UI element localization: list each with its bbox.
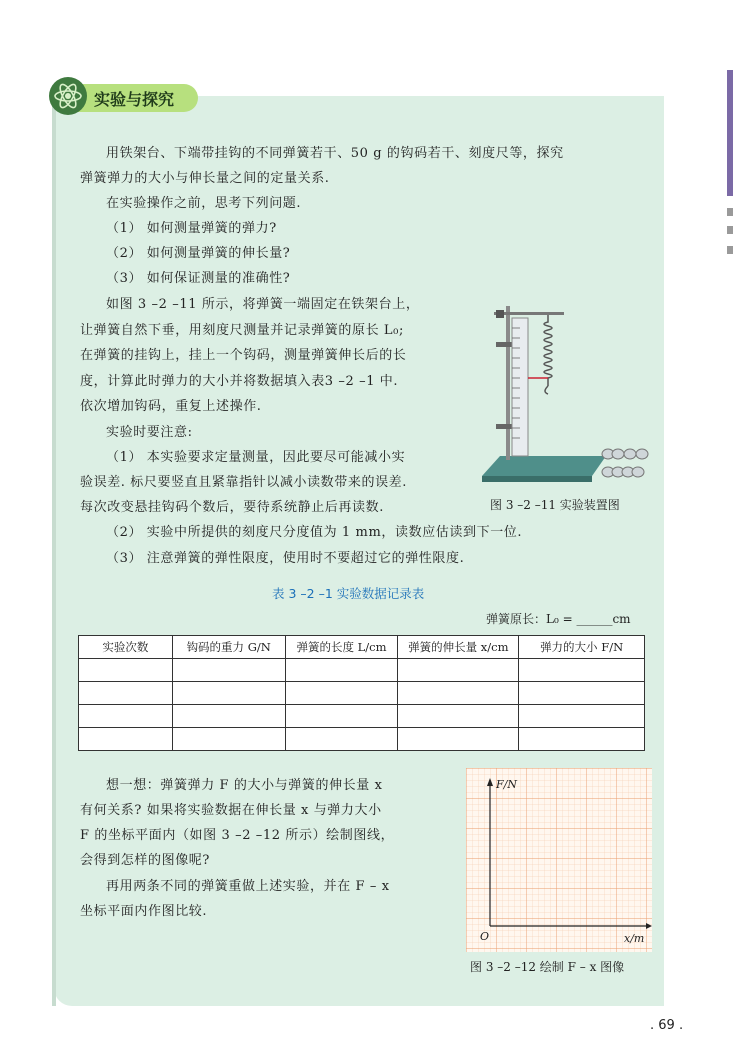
figure-caption: 图 3 –2 –12 绘制 F – x 图像	[470, 960, 625, 974]
section-header	[48, 76, 200, 116]
paragraph-line: 如图 3 –2 –11 所示，将弹簧一端固定在铁架台上，	[106, 297, 420, 312]
atom-icon	[48, 76, 88, 116]
side-mark	[727, 208, 733, 216]
table-header-row	[79, 636, 645, 659]
y-axis-label: F/N	[496, 778, 517, 791]
question-line: （2） 如何测量弹簧的伸长量?	[106, 246, 291, 261]
table-header-cell: 弹簧的伸长量 x/cm	[398, 636, 519, 659]
paragraph-line: 让弹簧自然下垂，用刻度尺测量并记录弹簧的原长 L₀;	[80, 323, 404, 338]
note-line: （3） 注意弹簧的弹性限度，使用时不要超过它的弹性限度.	[106, 551, 465, 566]
data-table	[78, 635, 645, 751]
table-cell[interactable]	[79, 705, 173, 728]
table-cell[interactable]	[398, 682, 519, 705]
think-line: F 的坐标平面内（如图 3 –2 –12 所示）绘制图线，	[80, 828, 395, 843]
table-row	[79, 728, 645, 751]
question-line: （1） 如何测量弹簧的弹力?	[106, 221, 277, 236]
table-row	[79, 682, 645, 705]
table-cell[interactable]	[172, 659, 285, 682]
paragraph-line: 在弹簧的挂钩上，挂上一个钩码，测量弹簧伸长后的长	[80, 348, 407, 363]
paragraph-line: 依次增加钩码，重复上述操作.	[80, 399, 262, 414]
table-row	[79, 659, 645, 682]
fx-graph	[466, 768, 652, 952]
graph-paper	[466, 768, 652, 952]
table-cell[interactable]	[285, 682, 398, 705]
spring-length-label: 弹簧原长：L₀ = ______cm	[486, 612, 631, 626]
paragraph-line: 用铁架台、下端带挂钩的不同弹簧若干、50 g 的钩码若干、刻度尺等，探究	[106, 146, 564, 161]
think-line: 坐标平面内作图比较.	[80, 904, 208, 919]
table-cell[interactable]	[519, 659, 645, 682]
table-cell[interactable]	[285, 728, 398, 751]
paragraph-line: 在实验操作之前，思考下列问题.	[106, 196, 302, 211]
note-line: 验误差. 标尺要竖直且紧靠指针以减小读数带来的误差.	[80, 475, 407, 490]
table-title: 表 3 –2 –1 实验数据记录表	[272, 586, 425, 601]
table-cell[interactable]	[519, 728, 645, 751]
table-cell[interactable]	[398, 728, 519, 751]
table-row	[79, 705, 645, 728]
table-header-cell: 实验次数	[79, 636, 173, 659]
think-line: 会得到怎样的图像呢?	[80, 853, 210, 868]
page-number: . 69 .	[650, 1018, 684, 1033]
question-line: （3） 如何保证测量的准确性?	[106, 271, 291, 286]
table-cell[interactable]	[285, 659, 398, 682]
table-cell[interactable]	[285, 705, 398, 728]
think-line: 想一想：弹簧弹力 F 的大小与弹簧的伸长量 x	[106, 778, 383, 793]
think-line: 有何关系? 如果将实验数据在伸长量 x 与弹力大小	[80, 803, 382, 818]
apparatus-figure	[476, 298, 656, 488]
table-cell[interactable]	[79, 728, 173, 751]
table-header-cell: 钩码的重力 G/N	[172, 636, 285, 659]
table-cell[interactable]	[172, 682, 285, 705]
x-axis-label: x/m	[624, 932, 645, 945]
table-cell[interactable]	[172, 705, 285, 728]
section-title: 实验与探究	[94, 90, 175, 109]
chapter-tab	[727, 70, 733, 196]
table-cell[interactable]	[79, 659, 173, 682]
table-header-cell: 弹簧的长度 L/cm	[285, 636, 398, 659]
paragraph-line: 实验时要注意:	[106, 425, 193, 440]
table-cell[interactable]	[172, 728, 285, 751]
table-cell[interactable]	[398, 705, 519, 728]
side-mark	[727, 246, 733, 254]
table-cell[interactable]	[519, 682, 645, 705]
paragraph-line: 度，计算此时弹力的大小并将数据填入表3 –2 –1 中.	[80, 374, 399, 389]
table-cell[interactable]	[519, 705, 645, 728]
note-line: （1） 本实验要求定量测量，因此要尽可能减小实	[106, 450, 406, 465]
figure-caption: 图 3 –2 –11 实验装置图	[490, 498, 620, 512]
note-line: 每次改变悬挂钩码个数后，要待系统静止后再读数.	[80, 500, 384, 515]
think-line: 再用两条不同的弹簧重做上述实验，并在 F – x	[106, 879, 390, 894]
paragraph-line: 弹簧弹力的大小与伸长量之间的定量关系.	[80, 171, 330, 186]
table-header-cell: 弹力的大小 F/N	[519, 636, 645, 659]
table-cell[interactable]	[398, 659, 519, 682]
note-line: （2） 实验中所提供的刻度尺分度值为 1 mm，读数应估读到下一位.	[106, 525, 523, 540]
table-cell[interactable]	[79, 682, 173, 705]
side-mark	[727, 226, 733, 234]
origin-label: O	[480, 930, 490, 943]
